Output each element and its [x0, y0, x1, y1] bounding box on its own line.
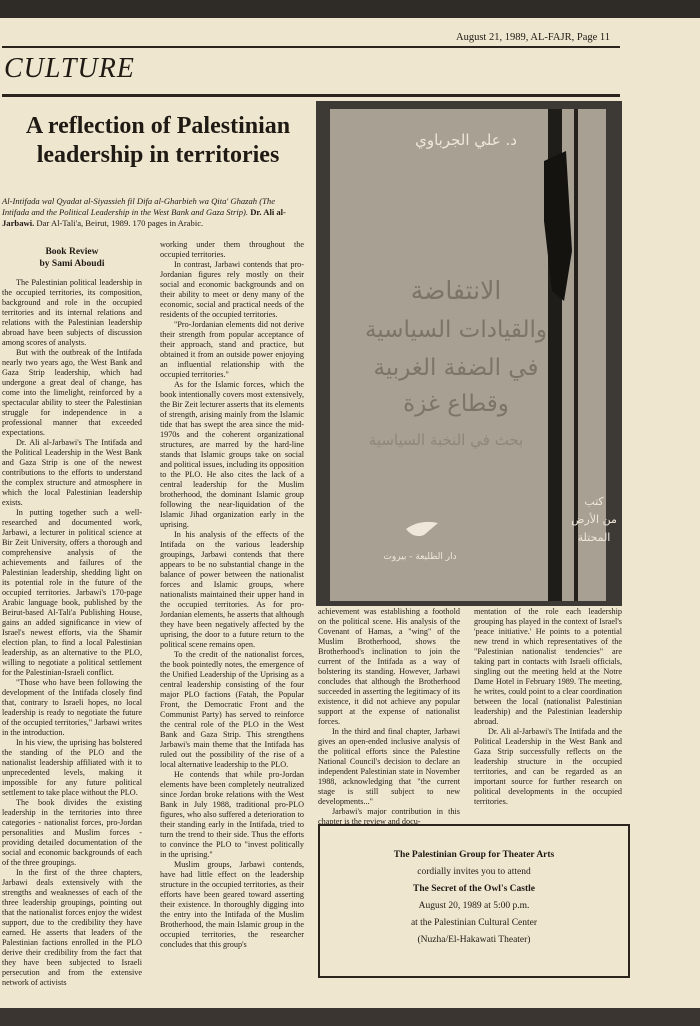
article-paragraph: working under them throughout the occupied territories.	[160, 240, 304, 259]
article-paragraph: As for the Islamic forces, which the book intentionally covers most extensively, the Bir Zeit lecturer asserts that its elements of strength, arising mainly from the Islamic tide that has swept the area since the mid-1970s and the coherent organizational structures, are marred by the hard-line stands that Islamic groups take on social and political issues, including its opposition to the PLO. He also cites the lack of a central leadership for the Muslim brotherhood, the dominant Islamic group following the near-liquidation of the Islamic Jihad organization early in the uprising.	[160, 380, 304, 529]
article-paragraph: In contrast, Jarbawi contends that pro-Jordanian figures rely mostly on their social and economic backgrounds and on their ability to meet or deny many of the economic, social and practical needs of the residents of the occupied territories.	[160, 260, 304, 319]
book-cover	[316, 101, 622, 606]
newspaper-page	[0, 18, 700, 1020]
header-rule	[2, 46, 620, 48]
article-paragraph: Dr. Ali al-Jarbawi's The Intifada and the Political Leadership in the West Bank and Gaza Strip is one of the newest contributions to the efforts to understand the complex structure and atmosphere in which the local Palestinian leadership exists.	[2, 438, 142, 507]
article-paragraph: Jarbawi's major contribution in this chapter is the review and docu-	[318, 807, 460, 826]
ad-date: August 20, 1989 at 5:00 p.m.	[418, 901, 530, 911]
article-column-1	[2, 246, 142, 988]
cover-title-2: والقيادات السياسية	[364, 317, 548, 343]
article-paragraph: "Those who have been following the development of the Intifada closely find that, contrary to Israeli hopes, no local leadership is ready to negotiate the future of the occupied territories," Jarbawi writes in the introduction.	[2, 678, 142, 737]
section-rule	[2, 94, 620, 97]
byline-kicker: Book Review	[45, 247, 99, 257]
article-paragraph: But with the outbreak of the Intifada nearly two years ago, the West Bank and Gaza Strip leadership, which had undergone a great deal of change, has come into the limelight, reinforced by a spectacular ability to steer the Palestinian struggle for independence in a professional manner that exceeded expectations.	[2, 348, 142, 437]
article-paragraph: In his view, the uprising has bolstered the standing of the PLO and the nationalist leadership affiliated with it to unprecedented levels, making it impossible for any future political settlement to take place without the PLO.	[2, 738, 142, 797]
ad-organizer: The Palestinian Group for Theater Arts	[393, 850, 555, 860]
article-paragraph: mentation of the role each leadership grouping has played in the context of Israel's 'peace initiative.' He points to a potential new trend in which representatives of the "Palestinian nationalist tendencies" are taking part in contacts with Israeli officials, singling out the meeting held at the Notre Dame Hotel in February 1989. The meeting, he writes, could point to a clear coordination between the local (nationalist Palestinian leadership) and the Palestinian leadership abroad.	[474, 607, 622, 726]
section-title: CULTURE	[4, 53, 135, 84]
article-paragraph: In the third and final chapter, Jarbawi gives an open-ended inclusive analysis of the political efforts since the Palestine National Council's decision to declare an independent Palestinian state in November 1988, acknowledging that "the current stage is still subject to new developments..."	[318, 727, 460, 806]
article-paragraph: In the first of the three chapters, Jarbawi deals extensively with the strengths and weaknesses of each of the three leadership groupings, pointing out that the nationalist forces enjoy the widest support, due to the credibility they have earned. He asserts that leaders of the Palestinian factions enrolled in the PLO derive their credibility from the fact that they have been subjected to Israeli persecution and from the extensive network of activists	[2, 868, 142, 987]
cover-publisher: دار الطليعة - بيروت	[383, 552, 457, 562]
article-column-2	[160, 240, 304, 950]
ad-play-title: The Secret of the Owl's Castle	[413, 884, 535, 894]
article-paragraph: The book divides the existing leadership in the territories into three categories - nationalist forces, pro-Jordan personalities and Muslim forces - providing detailed documentation of the social and economic backgrounds of each of the three groupings.	[2, 798, 142, 867]
book-cover-photo	[316, 101, 622, 606]
scan-bottom-edge	[0, 1008, 700, 1026]
headline: A reflection of Palestinian leadership in territories	[25, 113, 291, 168]
cover-subtitle: بحث في النخبة السياسية	[368, 431, 524, 449]
dateline: August 21, 1989, AL-FAJR, Page 11	[456, 32, 611, 43]
article-column-3	[318, 607, 460, 827]
article-paragraph: Muslim groups, Jarbawi contends, have had little effect on the leadership structure in the occupied territories, as their efforts have been geared toward asserting their existence. In thoroughly digging into the entry into the Intifada of the Muslim Brotherhood, the main Islamic group in the occupied territories, the researcher concludes that this group's	[160, 860, 304, 949]
cover-series-1: كتب	[584, 495, 604, 508]
cover-author: د. علي الجرباوي	[415, 131, 517, 149]
article-column-4	[474, 607, 622, 807]
biblio-publisher: Dar Al-Tali'a, Beirut, 1989. 170 pages in Arabic.	[36, 218, 204, 228]
article-paragraph: In his analysis of the effects of the Intifada on the various leadership groupings, Jarbawi contends that there appears to be no substantial change in the balance of power between the nationalist forces and Islamic groups, where nationalists maintained their upper hand in the occupied territories. As for pro-Jordanian elements, he asserts that although they have been negatively affected by the uprising, the door to a future return to the political scene remains open.	[160, 530, 304, 649]
biblio-author: Dr. Ali al-Jarbawi.	[2, 207, 286, 228]
cover-series-2: من الأرض	[571, 513, 617, 526]
bibliography	[2, 196, 304, 229]
byline-author: by Sami Aboudi	[39, 259, 105, 269]
cover-title-1: الانتفاضة	[410, 276, 502, 305]
article-paragraph: To the credit of the nationalist forces, the book pointedly notes, the emergence of the Unified Leadership of the Uprising as a central leadership consisting of the four major PLO factions (Fatah, the Popular Front, the Democratic Front and the Communist Party) has served to reinforce the central role of the PLO in the West Bank and Gaza Strip. This strengthens Jarbawi's main theme that the Intifada has ruled out the possibility of the rise of a local alternative leadership to the PLO.	[160, 650, 304, 769]
ad-venue-detail: (Nuzha/El-Hakawati Theater)	[417, 935, 531, 945]
biblio-title: Al-Intifada wal Qyadat al-Siyassieh fil Difa al-Gharbieh wa Qita' Ghazah (The Intifada and the Political Leadership in the West Bank and Gaza Strip).	[2, 196, 276, 217]
scan-top-edge	[0, 0, 700, 18]
article-paragraph: achievement was establishing a foothold on the political scene. His analysis of the Covenant of Hamas, a "wing" of the Muslim Brotherhood, shows the Brotherhood's inclination to join the current of the Intifada as a way of bolstering its standing. However, Jarbawi concludes that although the Brotherhood succeeded in asserting the legitimacy of its existence, it did not achieve any popular support at the expense of nationalist forces.	[318, 607, 460, 726]
article-paragraph: "Pro-Jordanian elements did not derive their strength from popular acceptance of their approach, stand and practice, but obtained it from an outside power enjoying an influential relationship with the occupied territories."	[160, 320, 304, 379]
ad-invitation: cordially invites you to attend	[417, 867, 531, 877]
article-paragraph: He contends that while pro-Jordan elements have been completely neutralized since Jordan broke relations with the West Bank in July 1988, traditional pro-PLO figures, who also suffered a deterioration to their standing early in the Intifada, tried to turn the trend to their side. Thus the efforts to convince the PLO to "invest politically in the uprising."	[160, 770, 304, 859]
flagpole	[574, 109, 578, 601]
cover-title-3: في الضفة الغربية	[373, 355, 539, 381]
cover-title-4: وقطاع غزة	[403, 391, 509, 417]
article-paragraph: In putting together such a well-researched and documented work, Jarbawi, a lecturer in political science at Bir Zeit University, offers a thorough and comprehensive analysis of the achievements and failures of the Palestinian leadership, shedding light on its potential role in the future of the occupied territories. Jarbawi's 170-page Arabic language book, published by the Beirut-based Al-Tali'a Publishing House, gains an added significance in view of Israel's newest efforts, via the Shamir election plan, to find a local Palestinian leadership, as an alternative to the PLO, willing to negotiate a political settlement for the Palestinian-Israeli conflict.	[2, 508, 142, 677]
article-paragraph: Dr. Ali al-Jarbawi's The Intifada and the Political Leadership in the West Bank and Gaza Strip successfully reflects on the leadership structure in the occupied territories, and can be regarded as an important source for further research on political developments in the occupied territories.	[474, 727, 622, 806]
article-paragraph: The Palestinian political leadership in the occupied territories, its composition, background and role in the occupied territories and its internal relations and relations with the Palestinian leadership abroad have been subjects of discussion among scores of analysts.	[2, 278, 142, 347]
byline	[2, 246, 142, 270]
theater-ad	[318, 824, 630, 978]
ad-venue: at the Palestinian Cultural Center	[410, 918, 538, 928]
cover-series-3: المحتلة	[577, 531, 611, 544]
